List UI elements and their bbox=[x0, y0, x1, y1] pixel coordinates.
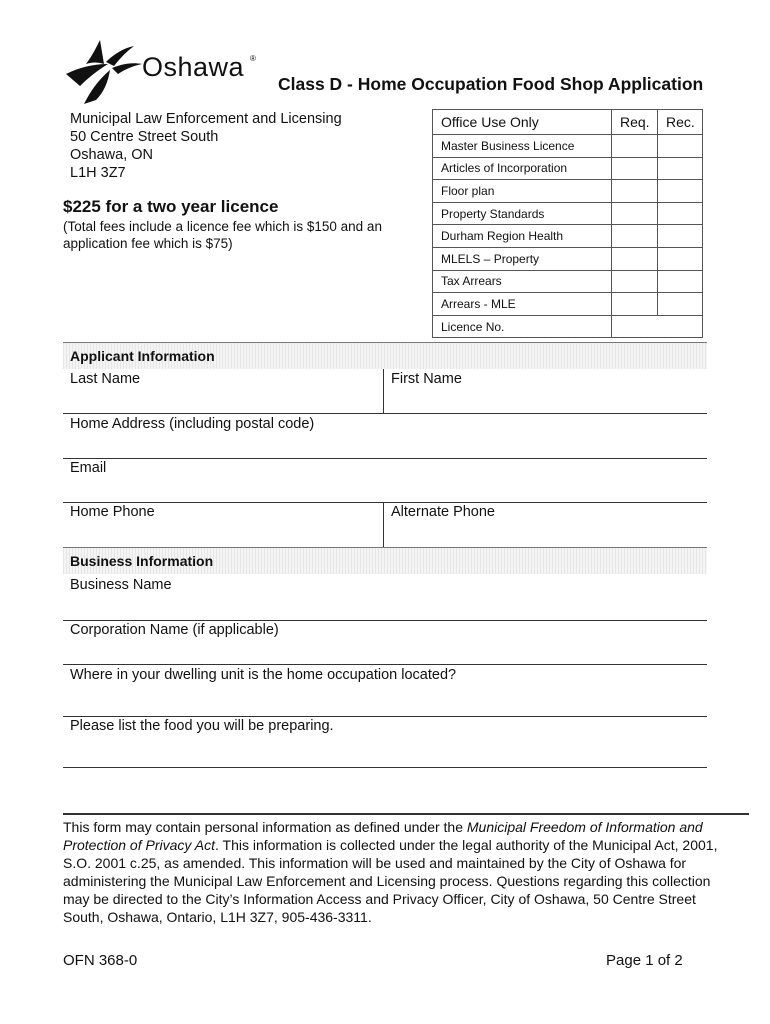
dwelling-location-label: Where in your dwelling unit is the home occupation located? bbox=[70, 667, 457, 683]
rec-cell[interactable] bbox=[658, 247, 703, 270]
divider bbox=[63, 813, 749, 815]
rec-cell[interactable] bbox=[658, 225, 703, 248]
office-row-label: Articles of Incorporation bbox=[433, 157, 612, 180]
table-row bbox=[433, 225, 703, 248]
form-number: OFN 368-0 bbox=[63, 952, 138, 969]
privacy-statement bbox=[63, 818, 723, 926]
table-row bbox=[433, 293, 703, 316]
business-name-label: Business Name bbox=[70, 577, 172, 593]
rec-cell[interactable] bbox=[658, 157, 703, 180]
office-row-label: Tax Arrears bbox=[433, 270, 612, 293]
divider bbox=[63, 767, 707, 768]
office-row-label: MLELS – Property bbox=[433, 247, 612, 270]
fee-note-line-1: (Total fees include a licence fee which is $150 and an bbox=[63, 219, 382, 234]
last-name-label: Last Name bbox=[70, 371, 141, 387]
office-use-heading: Office Use Only bbox=[433, 110, 612, 135]
rec-column-header: Rec. bbox=[658, 110, 703, 135]
email-field[interactable] bbox=[63, 459, 707, 502]
oshawa-logo bbox=[62, 34, 272, 106]
req-cell[interactable] bbox=[612, 270, 658, 293]
office-row-label: Licence No. bbox=[433, 315, 612, 338]
table-row bbox=[433, 157, 703, 180]
req-column-header: Req. bbox=[612, 110, 658, 135]
office-row-label: Floor plan bbox=[433, 180, 612, 203]
corporation-name-label: Corporation Name (if applicable) bbox=[70, 622, 279, 638]
address-line-4: L1H 3Z7 bbox=[70, 165, 126, 181]
table-row bbox=[433, 315, 703, 338]
req-cell[interactable] bbox=[612, 293, 658, 316]
office-row-label: Property Standards bbox=[433, 202, 612, 225]
table-row bbox=[433, 247, 703, 270]
address-line-2: 50 Centre Street South bbox=[70, 129, 219, 145]
req-cell[interactable] bbox=[612, 247, 658, 270]
rec-cell[interactable] bbox=[658, 180, 703, 203]
business-section-title: Business Information bbox=[70, 553, 214, 569]
rec-cell[interactable] bbox=[658, 270, 703, 293]
privacy-text: . This information is collected under the legal authority of the Municipal Act, 2001, S.O. 2001 c.25, as amended. This information will be used and maintained by the City of Oshawa for administering the Municipal Law Enforcement and Licensing process. Questions regarding this collection may be directed to the City’s Information Access and Privacy Officer, City of Oshawa, 50 Centre Street South, Oshawa, Ontario, L1H 3Z7, 905-436-3311. bbox=[63, 837, 718, 925]
office-row-label: Master Business Licence bbox=[433, 135, 612, 158]
table-row bbox=[433, 180, 703, 203]
req-cell[interactable] bbox=[612, 135, 658, 158]
req-cell[interactable] bbox=[612, 225, 658, 248]
req-cell[interactable] bbox=[612, 157, 658, 180]
office-row-label: Arrears - MLE bbox=[433, 293, 612, 316]
fee-note-line-2: application fee which is $75) bbox=[63, 236, 233, 251]
email-label: Email bbox=[70, 460, 107, 476]
alternate-phone-label: Alternate Phone bbox=[391, 504, 495, 520]
food-list-label: Please list the food you will be preparing. bbox=[70, 718, 334, 734]
office-use-table bbox=[432, 109, 703, 338]
licence-number-field[interactable] bbox=[612, 315, 703, 338]
table-row bbox=[433, 135, 703, 158]
rec-cell[interactable] bbox=[658, 135, 703, 158]
table-row bbox=[433, 202, 703, 225]
fee-title: $225 for a two year licence bbox=[63, 197, 279, 216]
applicant-section-header bbox=[63, 342, 707, 369]
req-cell[interactable] bbox=[612, 202, 658, 225]
rec-cell[interactable] bbox=[658, 293, 703, 316]
first-name-label: First Name bbox=[391, 371, 462, 387]
page-number: Page 1 of 2 bbox=[606, 952, 683, 969]
home-address-label: Home Address (including postal code) bbox=[70, 416, 315, 432]
req-cell[interactable] bbox=[612, 180, 658, 203]
address-line-1: Municipal Law Enforcement and Licensing bbox=[70, 111, 342, 127]
office-row-label: Durham Region Health bbox=[433, 225, 612, 248]
applicant-section-title: Applicant Information bbox=[70, 348, 215, 364]
table-row bbox=[433, 270, 703, 293]
oshawa-star-icon bbox=[62, 34, 142, 106]
home-phone-label: Home Phone bbox=[70, 504, 155, 520]
registered-mark: ® bbox=[250, 54, 256, 63]
privacy-text: This form may contain personal information as defined under the bbox=[63, 819, 467, 835]
privacy-act-name: Municipal Freedom of Information and Protection of Privacy Act bbox=[63, 819, 703, 853]
rec-cell[interactable] bbox=[658, 202, 703, 225]
business-section-header bbox=[63, 547, 707, 574]
office-use-header-row bbox=[433, 110, 703, 135]
form-title: Class D - Home Occupation Food Shop Application bbox=[278, 74, 704, 94]
address-line-3: Oshawa, ON bbox=[70, 147, 153, 163]
logo-wordmark: Oshawa bbox=[142, 52, 245, 82]
